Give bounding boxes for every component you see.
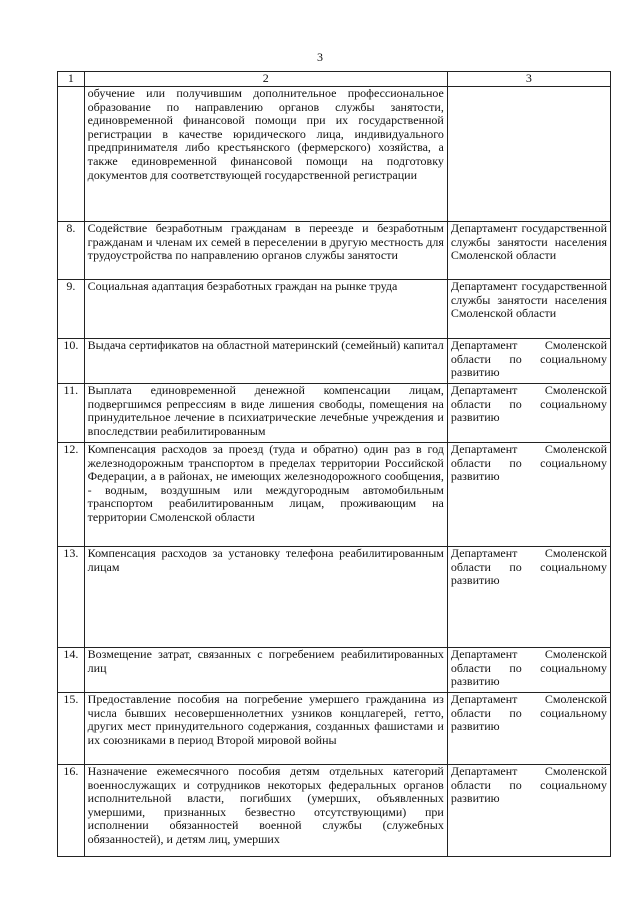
- service-cell: обучение или получившим дополнительное профессиональное образование по направлению органов службы занятости, единовременной финансовой помощи при их государственной регистрации в качестве юридического лица, индивидуального предпринимателя либо крестьянского (фермерского) хозяйства, а также единовременной финансовой помощи на подготовку документов для соответствующей государственной регистрации: [84, 87, 447, 222]
- table-row: [58, 693, 611, 765]
- department-cell: Департамент Смоленской области по социальному развитию: [447, 339, 610, 384]
- table-row: [58, 443, 611, 547]
- header-col-1: 1: [58, 72, 85, 87]
- table-row: [58, 222, 611, 280]
- department-cell: Департамент Смоленской области по социальному развитию: [447, 765, 610, 857]
- department-cell: Департамент государственной службы занятости населения Смоленской области: [447, 280, 610, 339]
- department-cell: Департамент Смоленской области по социальному развитию: [447, 648, 610, 693]
- table-header-row: [58, 72, 611, 87]
- services-table: [57, 71, 611, 857]
- service-cell: Содействие безработным гражданам в переезде и безработным гражданам и членам их семей в переселении в другую местность для трудоустройства по направлению органов службы занятости: [84, 222, 447, 280]
- row-number: 14.: [58, 648, 85, 693]
- service-cell: Предоставление пособия на погребение умершего гражданина из числа бывших несовершеннолетних узников концлагерей, гетто, других мест принудительного содержания, созданных фашистами и их союзниками в период Второй мировой войны: [84, 693, 447, 765]
- table-row: [58, 765, 611, 857]
- department-cell: Департамент государственной службы занятости населения Смоленской области: [447, 222, 610, 280]
- service-cell: Выплата единовременной денежной компенсации лицам, подвергшимся репрессиям в виде лишения свободы, помещения на принудительное лечение в психиатрические лечебные учреждения и впоследствии реабилитированным: [84, 384, 447, 443]
- table-row: [58, 384, 611, 443]
- header-col-2: 2: [84, 72, 447, 87]
- page-number: 3: [317, 50, 323, 64]
- row-number: 13.: [58, 547, 85, 648]
- service-cell: Назначение ежемесячного пособия детям отдельных категорий военнослужащих и сотрудников некоторых федеральных органов исполнительной власти, погибших (умерших, объявленных умершими, признанных безвестно отсутствующими) при исполнении обязанностей военной службы (служебных обязанностей), и детям лиц, умерших: [84, 765, 447, 857]
- header-col-3: 3: [447, 72, 610, 87]
- service-cell: Компенсация расходов за установку телефона реабилитированным лицам: [84, 547, 447, 648]
- table-row: [58, 547, 611, 648]
- row-number: 11.: [58, 384, 85, 443]
- row-number: 16.: [58, 765, 85, 857]
- service-cell: Выдача сертификатов на областной материнский (семейный) капитал: [84, 339, 447, 384]
- department-cell: Департамент Смоленской области по социальному развитию: [447, 443, 610, 547]
- row-number: [58, 87, 85, 222]
- table-row: [58, 648, 611, 693]
- row-number: 10.: [58, 339, 85, 384]
- department-cell: [447, 87, 610, 222]
- table-row: [58, 339, 611, 384]
- row-number: 12.: [58, 443, 85, 547]
- row-number: 8.: [58, 222, 85, 280]
- department-cell: Департамент Смоленской области по социальному развитию: [447, 547, 610, 648]
- row-number: 9.: [58, 280, 85, 339]
- table-row: [58, 87, 611, 222]
- table-row: [58, 280, 611, 339]
- department-cell: Департамент Смоленской области по социальному развитию: [447, 384, 610, 443]
- row-number: 15.: [58, 693, 85, 765]
- service-cell: Возмещение затрат, связанных с погребением реабилитированных лиц: [84, 648, 447, 693]
- service-cell: Социальная адаптация безработных граждан на рынке труда: [84, 280, 447, 339]
- service-cell: Компенсация расходов за проезд (туда и обратно) один раз в год железнодорожным транспортом в пределах территории Российской Федерации, а в районах, не имеющих железнодорожного сообщения, - водным, воздушным или междугородным автомобильным транспортом реабилитированным лицам, проживающим на территории Смоленской области: [84, 443, 447, 547]
- department-cell: Департамент Смоленской области по социальному развитию: [447, 693, 610, 765]
